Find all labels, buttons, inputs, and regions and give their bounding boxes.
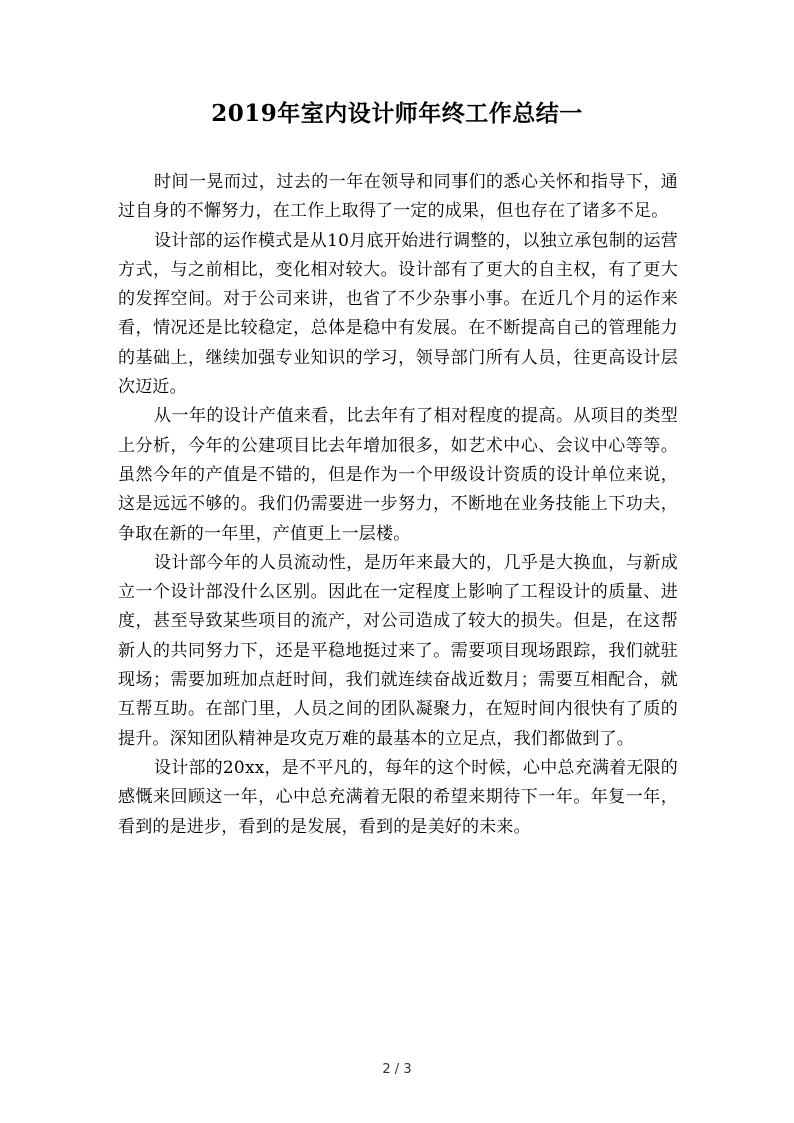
paragraph: 设计部的运作模式是从10月底开始进行调整的，以独立承包制的运营方式，与之前相比，变化相对较大。设计部有了更大的自主权，有了更大的发挥空间。对于公司来讲，也省了不少杂事小事。在近几个月的运作来看，情况还是比较稳定，总体是稳中有发展。在不断提高自己的管理能力的基础上，继续加强专业知识的学习，领导部门所有人员，往更高设计层次迈近。 bbox=[118, 230, 678, 398]
paragraph: 从一年的设计产值来看，比去年有了相对程度的提高。从项目的类型上分析，今年的公建项目比去年增加很多，如艺术中心、会议中心等等。虽然今年的产值是不错的，但是作为一个甲级设计资质的设计单位来说，这是远远不够的。我们仍需要进一步努力，不断地在业务技能上下功夫，争取在新的一年里，产值更上一层楼。 bbox=[118, 406, 678, 544]
paragraph: 设计部的20xx，是不平凡的，每年的这个时候，心中总充满着无限的感慨来回顾这一年，心中总充满着无限的希望来期待下一年。年复一年，看到的是进步，看到的是发展，看到的是美好的未来。 bbox=[118, 757, 678, 837]
paragraph: 设计部今年的人员流动性，是历年来最大的，几乎是大换血，与新成立一个设计部没什么区别。因此在一定程度上影响了工程设计的质量、进度，甚至导致某些项目的流产，对公司造成了较大的损失。但是，在这帮新人的共同努力下，还是平稳地挺过来了。需要项目现场跟踪，我们就驻现场；需要加班加点赶时间，我们就连续奋战近数月；需要互相配合，就互帮互助。在部门里，人员之间的团队凝聚力，在短时间内很快有了质的提升。深知团队精神是攻克万难的最基本的立足点，我们都做到了。 bbox=[118, 552, 678, 749]
document-title: 2019年室内设计师年终工作总结一 bbox=[211, 100, 583, 127]
page-number: 2 / 3 bbox=[382, 1062, 412, 1077]
document-body bbox=[118, 168, 678, 842]
paragraph: 时间一晃而过，过去的一年在领导和同事们的悉心关怀和指导下，通过自身的不懈努力，在工作上取得了一定的成果，但也存在了诸多不足。 bbox=[118, 172, 678, 222]
